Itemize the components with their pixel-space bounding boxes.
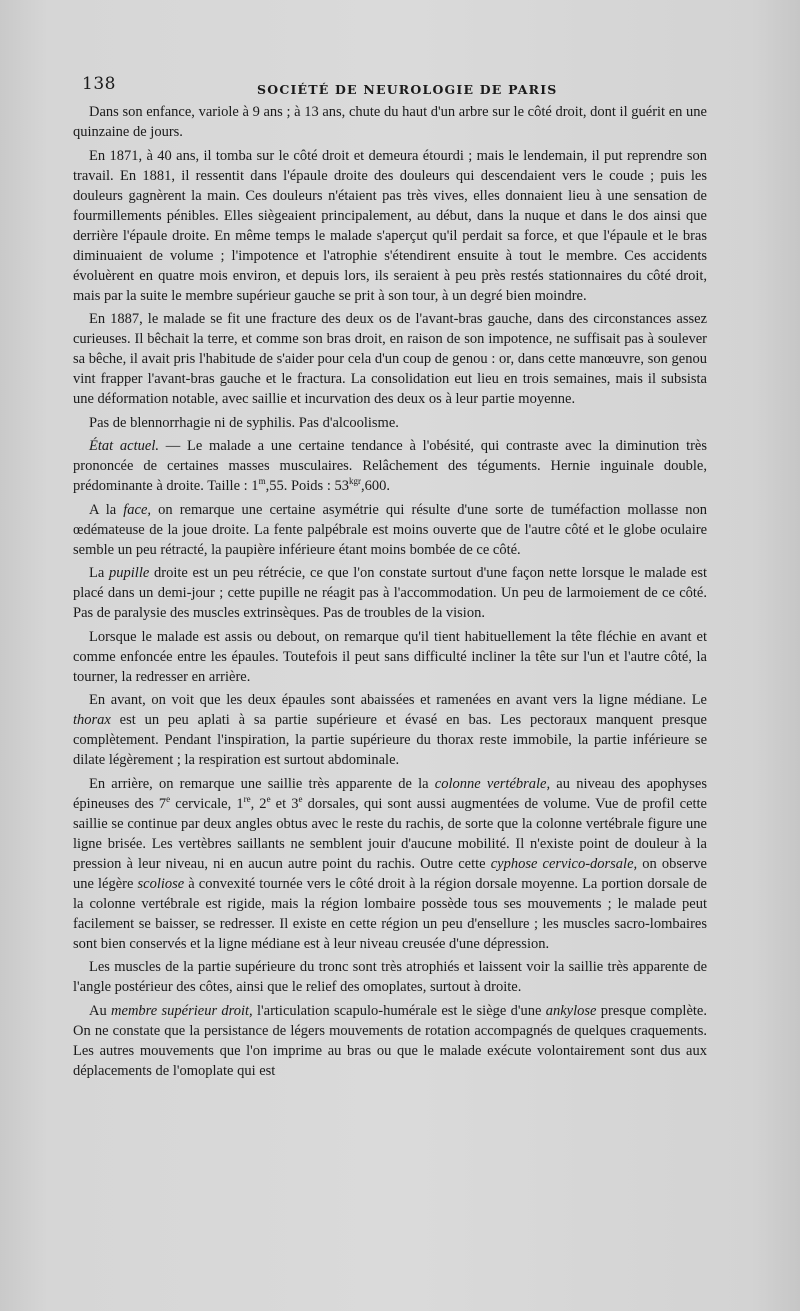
paragraph-p5 — [73, 436, 707, 496]
body-text — [73, 102, 707, 1084]
italic-term: pupille — [109, 565, 150, 581]
text-run: on observe une légère — [73, 855, 707, 892]
paragraph-p7 — [73, 563, 707, 623]
paragraph-p8 — [73, 627, 707, 687]
paragraph-p2 — [73, 146, 707, 306]
superscript: kgr — [348, 476, 361, 487]
paragraph-p11 — [73, 957, 707, 997]
text-run: ,600. — [360, 478, 390, 494]
text-run: Pas de blennorrhagie ni de syphilis. Pas d'alcoolisme. — [89, 414, 399, 431]
text-run: au niveau des apophyses épineuses des 7 — [73, 775, 707, 812]
italic-term: colonne vertébrale, — [434, 775, 551, 792]
superscript: m — [258, 476, 266, 487]
italic-term: face, — [123, 501, 152, 518]
paragraph-p1 — [73, 102, 707, 142]
running-title: SOCIÉTÉ DE NEUROLOGIE DE PARIS — [257, 82, 558, 97]
text-run: — Le malade a une certaine tendance à l'obésité, qui contraste avec la diminution très prononcée de certaines masses musculaires. Relâchement des téguments. Hernie inguinale double, prédominante à droite. Taille : 1 — [73, 438, 708, 494]
text-run: Dans son enfance, variole à 9 ans ; à 13 ans, chute du haut d'un arbre sur le côté droit, dont il guérit en une quinzaine de jours. — [73, 104, 707, 140]
paragraph-p9 — [73, 690, 707, 770]
text-run: Au — [89, 1002, 112, 1019]
text-run: et 3 — [270, 795, 299, 812]
text-run: droite est un peu rétrécie, ce que l'on constate surtout d'une façon nette lorsque le malade est placé dans un demi-jour ; cette pupille ne réagit pas à l'accommodation. Un peu de larmoiement de ce côté. Pas de paralysie des muscles extrinsèques. Pas de troubles de la vision. — [73, 565, 707, 621]
text-run: presque complète. On ne constate que la persistance de légers mouvements de rotation accompagnés de quelques craquements. Les autres mouvements que l'on imprime au bras ou que le malade exécute volontairement sont dus aux déplacements de l'omoplate qui est — [73, 1002, 707, 1079]
text-run: A la — [89, 501, 124, 518]
text-run: est un peu aplati à sa partie supérieure et évasé en bas. Les pectoraux manquent presque complètement. Pendant l'inspiration, la partie supérieure du thorax reste immobile, la partie inférieure se dilate légèrement ; la respiration est surtout abdominale. — [73, 712, 707, 768]
superscript: e — [266, 793, 271, 804]
italic-term: membre supérieur droit, — [111, 1002, 253, 1019]
text-run: à convexité tournée vers le côté droit à la région dorsale moyenne. La portion dorsale de la colonne vertébrale est rigide, mais la région lombaire possède tous ses mouvements ; le malade peut facilement se baisser, se redresser. Il existe en cette région un peu d'ensellure ; les muscles sacro-lombaires sont bien conservés et la ligne médiane est à leur niveau creusée d'une dépression. — [73, 875, 707, 952]
text-run: dorsales, qui sont aussi augmentées de volume. Vue de profil cette saillie se continue par deux angles obtus avec le reste du rachis, de sorte que la colonne vertébrale figure une ligne brisée. Les vertèbres saillants ne semblent jouir d'aucune mobilité. Il n'existe point de douleur à la pression à leur niveau, ni en aucun autre point du rachis. Outre cette — [73, 795, 707, 872]
italic-term: scoliose — [137, 875, 185, 892]
page-header — [82, 70, 722, 100]
text-run: En avant, on voit que les deux épaules sont abaissées et ramenées en avant vers la ligne médiane. Le — [89, 692, 707, 708]
italic-term: État actuel. — [89, 438, 159, 454]
italic-term: cyphose cervico-dorsale, — [490, 855, 638, 872]
text-run: l'articulation scapulo-humérale est le siège d'une — [252, 1002, 546, 1019]
italic-term: ankylose — [545, 1002, 597, 1019]
text-run: En 1871, à 40 ans, il tomba sur le côté droit et demeura étourdi ; mais le lendemain, il put reprendre son travail. En 1881, il ressentit dans l'épaule droite des douleurs qui descendaient vers le coude ; puis les douleurs gagnèrent la main. Ces douleurs n'étaient pas très vives, elles donnaient lieu à une sensation de fourmillements pénibles. Elles siègeaient principalement, au début, dans la nuque et dans le dos ainsi que derrière l'épaule droite. En même temps le malade s'aperçut qu'il perdait sa force, et que l'épaule et le bras diminuaient de volume ; l'impotence et l'atrophie s'étendirent ensuite à tout le membre. Ces accidents évoluèrent en quatre mois environ, et depuis lors, ils seraient à peu près restés stationnaires du côté droit, mais par la suite le membre supérieur gauche se prit à son tour, à un degré bien moindre. — [73, 147, 707, 304]
text-run: En 1887, le malade se fit une fracture des deux os de l'avant-bras gauche, dans des circonstances assez curieuses. Il bêchait la terre, et comme son bras droit, en raison de son impotence, ne suffisait pas à soulever sa bêche, il avait pris l'habitude de s'aider pour cela d'un coup de genou : or, dans cette manœuvre, son genou vint frapper l'avant-bras gauche et le fractura. La consolidation eut lieu en trois semaines, mais il subsista une déformation notable, avec saillie et incurvation des deux os à leur partie moyenne. — [73, 311, 707, 407]
text-run: Lorsque le malade est assis ou debout, on remarque qu'il tient habituellement la tête fléchie en avant et comme enfoncée entre les épaules. Toutefois il peut sans difficulté incliner la tête sur l'un et l'autre côté, la tourner, la redresser en arrière. — [73, 628, 707, 685]
superscript: e — [166, 793, 171, 804]
paragraph-p3 — [73, 309, 707, 409]
text-run: ,55. Poids : 53 — [265, 478, 349, 494]
paragraph-p6 — [73, 500, 707, 560]
text-run: La — [89, 565, 110, 581]
paragraph-p12 — [73, 1001, 707, 1081]
paragraph-p4 — [73, 413, 707, 433]
text-run: on remarque une certaine asymétrie qui résulte d'une sorte de tuméfaction mollasse non œdémateuse de la joue droite. La fente palpébrale est moins ouverte que de l'autre côté et le globe oculaire semble un peu rétracté, la paupière inférieure étant moins bombée de ce côté. — [73, 501, 707, 558]
text-run: En arrière, on remarque une saillie très apparente de la — [89, 775, 435, 792]
text-run: , 2 — [250, 795, 267, 812]
superscript: re — [243, 793, 251, 804]
text-run: cervicale, 1 — [170, 795, 244, 812]
page-number: 138 — [82, 74, 116, 94]
superscript: e — [298, 793, 303, 804]
paragraph-p10 — [73, 774, 707, 954]
text-run: Les muscles de la partie supérieure du tronc sont très atrophiés et laissent voir la saillie très apparente de l'angle postérieur des côtes, ainsi que le relief des omoplates, surtout à droite. — [73, 959, 707, 995]
italic-term: thorax — [73, 712, 111, 728]
